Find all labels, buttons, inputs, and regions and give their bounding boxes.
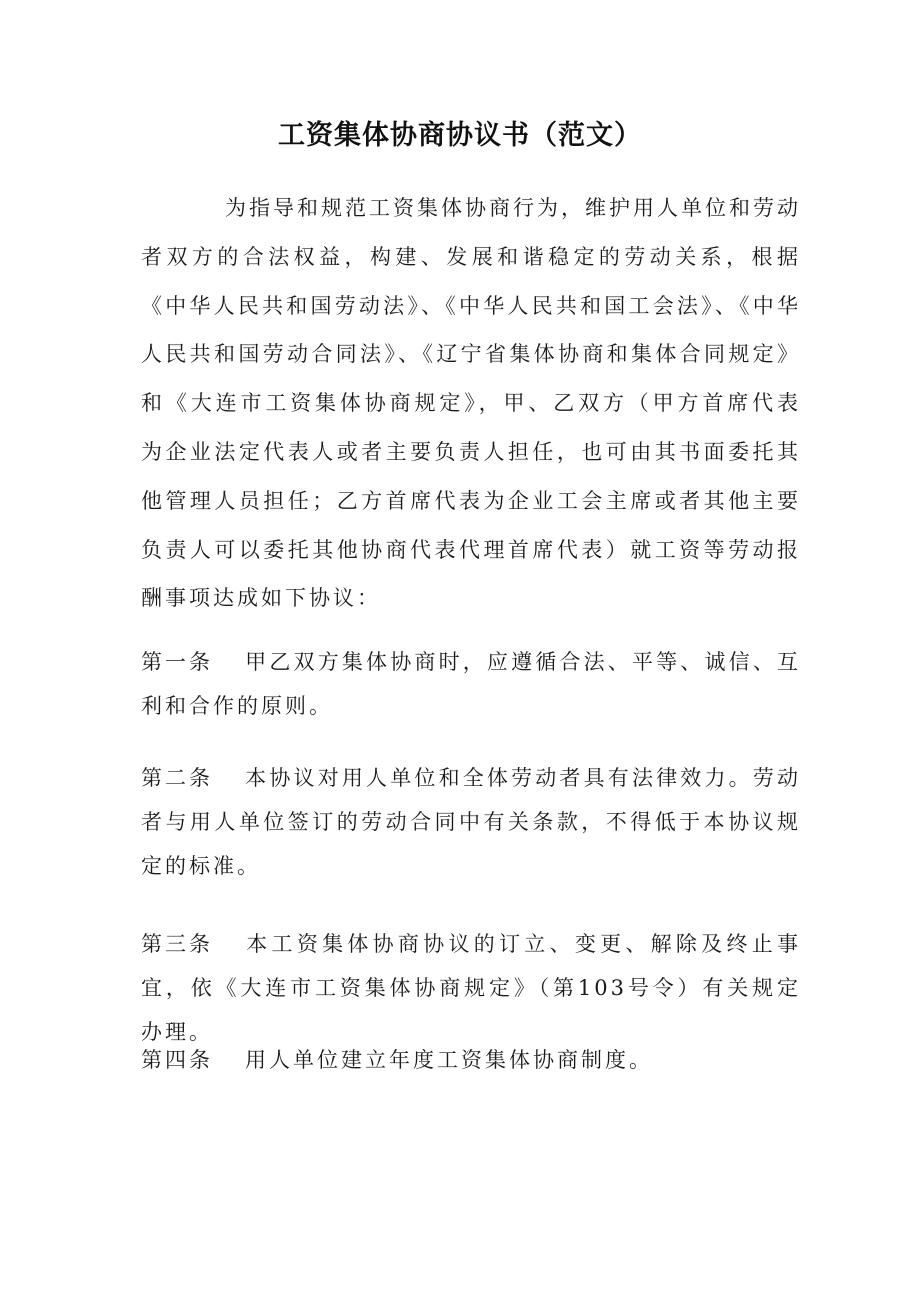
article-number: 第一条 [141, 650, 213, 674]
article-text: 本工资集体协商协议的订立、变更、解除及终止事宜，依《大连市工资集体协商规定》（第103号令）有关规定办理。 [141, 932, 801, 1044]
article-2 [141, 756, 801, 888]
article-text: 用人单位建立年度工资集体协商制度。 [245, 1048, 653, 1072]
article-3 [141, 922, 801, 1054]
article-1 [141, 640, 801, 728]
article-number: 第三条 [141, 932, 213, 956]
article-text: 本协议对用人单位和全体劳动者具有法律效力。劳动者与用人单位签订的劳动合同中有关条款，不得低于本协议规定的标准。 [141, 766, 801, 878]
article-4 [141, 1038, 801, 1082]
article-text: 甲乙双方集体协商时，应遵循合法、平等、诚信、互利和合作的原则。 [141, 650, 801, 718]
intro-paragraph: 为指导和规范工资集体协商行为，维护用人单位和劳动者双方的合法权益，构建、发展和谐稳定的劳动关系，根据《中华人民共和国劳动法》、《中华人民共和国工会法》、《中华人民共和国劳动合同法》、《辽宁省集体协商和集体合同规定》和《大连市工资集体协商规定》，甲、乙双方（甲方首席代表为企业法定代表人或者主要负责人担任，也可由其书面委托其他管理人员担任；乙方首席代表为企业工会主席或者其他主要负责人可以委托其他协商代表代理首席代表）就工资等劳动报酬事项达成如下协议： [141, 196, 801, 611]
document-title: 工资集体协商协议书（范文） [278, 120, 642, 151]
article-number: 第二条 [141, 766, 213, 790]
article-number: 第四条 [141, 1048, 213, 1072]
